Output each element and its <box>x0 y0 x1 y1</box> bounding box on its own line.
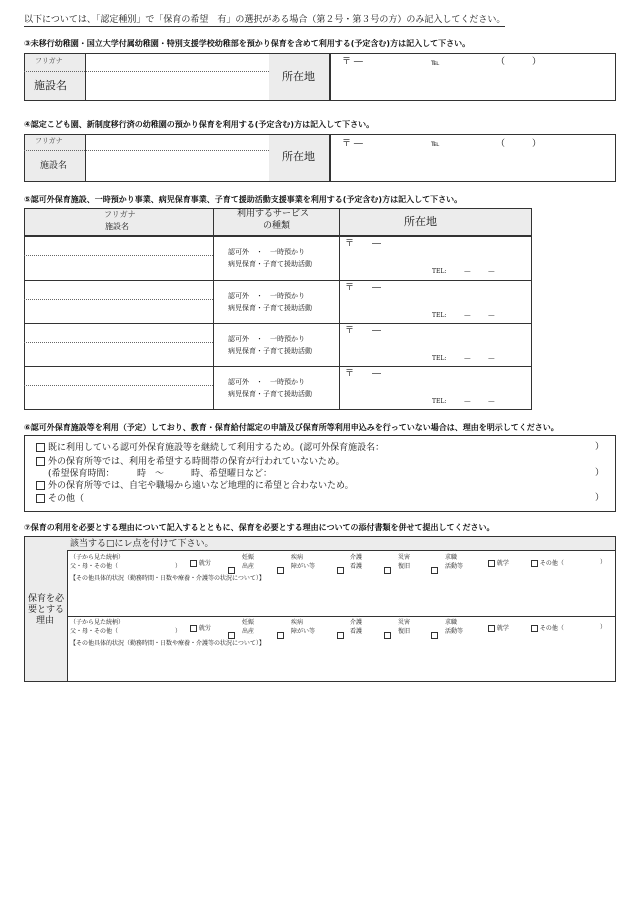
s7-b1-shippei-1: 疾病 <box>291 554 304 561</box>
s7-b1-kaigo-2: 看護 <box>350 563 363 570</box>
s6-option-5 <box>36 494 84 504</box>
s5-row2-service-1: 認可外 ・ 一時預かり <box>228 292 305 300</box>
s5-col1-furigana: フリガナ <box>104 210 136 219</box>
s5-col2-line1: 利用するサービス <box>237 209 310 219</box>
s7-b2-kaigo-checkbox[interactable] <box>337 625 344 644</box>
s7-b1-ninshin-2: 出産 <box>242 563 255 570</box>
s6-option-3-label: (希望保育時間： 時 ～ 時、希望曜日など： <box>48 469 273 479</box>
s7-b2-relation-1: （子から見た続柄） <box>70 619 125 626</box>
s7-b1-kyushoku-checkbox[interactable] <box>431 560 438 579</box>
s5-row3-name-input[interactable] <box>25 324 212 365</box>
s5-row4-tel: TEL: ― ― <box>432 398 495 405</box>
s6-option-1 <box>36 443 384 453</box>
s5-row1-service-1: 認可外 ・ 一時預かり <box>228 248 305 256</box>
s6-option-5-close: ） <box>595 493 605 503</box>
s6-option-4-checkbox[interactable] <box>36 481 45 490</box>
s7-b1-saigai-checkbox[interactable] <box>384 560 391 579</box>
s7-side-label-2: 要とする <box>28 605 65 615</box>
s7-b1-relation-2: 父・母・その他（ <box>70 563 119 570</box>
s4-furigana-label: フリガナ <box>35 137 63 145</box>
s7-b1-shugaku-checkbox[interactable] <box>488 560 495 567</box>
s7-side-label-1: 保育を必 <box>28 594 65 604</box>
s6-option-3 <box>36 469 272 479</box>
s7-b2-sonota-close: ） <box>600 624 607 631</box>
s7-b2-ninshin-2: 出産 <box>242 628 255 635</box>
s7-b1-shugaku-label: 就学 <box>496 560 509 567</box>
s5-row3-postal: 〒 ― <box>345 326 382 336</box>
s7-b1-kaigo-1: 介護 <box>350 554 363 561</box>
s5-col3-address: 所在地 <box>404 215 437 228</box>
s7-b2-kyushoku-1: 求職 <box>445 619 458 626</box>
s7-b2-situation-input[interactable] <box>70 651 614 680</box>
s7-b2-sonota-label: その他（ <box>539 625 564 632</box>
s7-b2-sonota <box>531 625 564 632</box>
s6-option-1-close: ） <box>595 442 605 452</box>
s7-b1-ninshin-1: 妊娠 <box>242 554 255 561</box>
s7-b1-kaigo-checkbox[interactable] <box>337 560 344 579</box>
s7-b2-shippei-checkbox[interactable] <box>277 625 284 644</box>
section6-title: ⑥認可外保育施設等を利用（予定）しており、教育・保育給付認定の申請及び保育所等利用申込みを行っていない場合は、理由を明示してください。 <box>24 423 559 432</box>
s3-tel-mark: ℡ <box>431 58 440 67</box>
s7-b2-kyushoku-checkbox[interactable] <box>431 625 438 644</box>
s7-b1-shippei-checkbox[interactable] <box>277 560 284 579</box>
s7-b1-saigai-1: 災害 <box>398 554 411 561</box>
s7-b1-sonota-label: その他（ <box>539 560 564 567</box>
s7-b1-relation-1: （子から見た続柄） <box>70 554 125 561</box>
s6-option-2-label: 外の保育所等では、利用を希望する時間帯の保育が行われていないため。 <box>48 457 345 467</box>
section5-title: ⑤認可外保育施設、一時預かり事業、病児保育事業、子育て援助活動支援事業を利用する(予定含む)方は記入して下さい。 <box>24 195 463 204</box>
section3-title: ③未移行幼稚園・国立大学付属幼稚園・特別支援学校幼稚部を預かり保育を含めて利用する(予定含む)方は記入して下さい。 <box>24 39 471 48</box>
s5-row4-postal: 〒 ― <box>345 369 382 379</box>
s4-name-label: 施設名 <box>40 161 68 171</box>
s5-row2-tel: TEL: ― ― <box>432 312 495 319</box>
s7-b2-shippei-1: 疾病 <box>291 619 304 626</box>
s6-option-3-close: ） <box>595 468 605 478</box>
s5-row3-service-2: 病児保育・子育て援助活動 <box>228 347 312 355</box>
s7-b1-situation-input[interactable] <box>70 586 614 614</box>
s7-b2-relation-close: ） <box>175 628 182 635</box>
s5-row4-service-2: 病児保育・子育て援助活動 <box>228 390 312 398</box>
s7-b2-kaigo-1: 介護 <box>350 619 363 626</box>
s6-option-4-label: 外の保育所等では、自宅や職場から遠いなど地理的に希望と合わないため。 <box>48 481 354 491</box>
s6-option-1-checkbox[interactable] <box>36 443 45 452</box>
s4-address-label: 所在地 <box>282 150 315 163</box>
s7-b2-saigai-checkbox[interactable] <box>384 625 391 644</box>
s7-b2-sonota-checkbox[interactable] <box>531 625 538 632</box>
s7-b2-shugaku-checkbox[interactable] <box>488 625 495 632</box>
s7-b1-shuro-checkbox[interactable] <box>190 560 197 567</box>
s7-side-label-3: 理由 <box>36 616 55 626</box>
s7-b2-saigai-2: 復旧 <box>398 628 411 635</box>
s7-b1-saigai-2: 復旧 <box>398 563 411 570</box>
s5-row2-service-2: 病児保育・子育て援助活動 <box>228 304 312 312</box>
s6-option-2-checkbox[interactable] <box>36 457 45 466</box>
s5-col2-line2: の種類 <box>263 221 291 231</box>
s7-b1-sonota-checkbox[interactable] <box>531 560 538 567</box>
s7-instruction: 該当する□にレ点を付けて下さい。 <box>70 539 214 549</box>
s7-b1-situation: 【その他具体的状況（勤務時間・日数や療養・介護等の状況について）】 <box>70 575 265 582</box>
s3-address-label: 所在地 <box>282 70 315 83</box>
section4-title: ④認定こども園、新制度移行済の幼稚園の預かり保育を利用する(予定含む)方は記入して下さい。 <box>24 120 375 129</box>
s7-b2-situation: 【その他具体的状況（勤務時間・日数や療養・介護等の状況について）】 <box>70 640 265 647</box>
s4-address-input[interactable] <box>331 135 615 181</box>
s3-name-label: 施設名 <box>34 79 67 92</box>
s7-b2-relation-2: 父・母・その他（ <box>70 628 119 635</box>
s5-row3-tel: TEL: ― ― <box>432 355 495 362</box>
s5-row1-name-input[interactable] <box>25 237 212 279</box>
s3-address-input[interactable] <box>331 54 615 100</box>
s3-postal-mark: 〒 ― <box>342 57 363 67</box>
s7-b2-shuro-label: 就労 <box>198 625 211 632</box>
s5-row1-service-2: 病児保育・子育て援助活動 <box>228 260 312 268</box>
s7-b1-shuro <box>190 560 211 567</box>
s3-furigana-label: フリガナ <box>35 57 63 65</box>
s4-tel-paren: （ ） <box>496 139 542 149</box>
s5-row4-name-input[interactable] <box>25 367 212 409</box>
s3-name-input[interactable] <box>86 72 268 100</box>
s7-b2-shippei-2: 障がい等 <box>291 628 316 635</box>
s7-b2-relation-input[interactable] <box>128 626 172 636</box>
s7-b1-sonota-close: ） <box>600 559 607 566</box>
s7-b2-shugaku <box>488 625 509 632</box>
s4-name-input[interactable] <box>86 151 268 181</box>
s5-row1-tel: TEL: ― ― <box>432 268 495 275</box>
s4-tel-mark: ℡ <box>431 139 440 148</box>
s7-b1-shugaku <box>488 560 509 567</box>
s6-option-4 <box>36 481 354 491</box>
s7-b1-relation-input[interactable] <box>128 561 172 571</box>
s5-col1-name: 施設名 <box>105 222 129 231</box>
s4-furigana-input[interactable] <box>86 135 268 149</box>
s5-row4-service-1: 認可外 ・ 一時預かり <box>228 378 305 386</box>
s6-option-1-label: 既に利用している認可外保育施設等を継続して利用するため。(認可外保育施設名： <box>48 443 385 453</box>
s7-b2-shugaku-label: 就学 <box>496 625 509 632</box>
s7-b2-kyushoku-2: 活動等 <box>445 628 464 635</box>
s7-b1-kyushoku-1: 求職 <box>445 554 458 561</box>
s7-b1-shippei-2: 障がい等 <box>291 563 316 570</box>
s7-b2-saigai-1: 災害 <box>398 619 411 626</box>
s7-b1-relation-close: ） <box>175 563 182 570</box>
s4-postal-mark: 〒 ― <box>342 139 363 149</box>
s6-option-5-label: その他（ <box>48 494 85 504</box>
section7-title: ⑦保育の利用を必要とする理由について記入するとともに、保育を必要とする理由についての添付書類を併せて提出してください。 <box>24 523 495 532</box>
s5-row1-postal: 〒 ― <box>345 239 382 249</box>
s7-b2-shuro-checkbox[interactable] <box>190 625 197 632</box>
s3-tel-paren: （ ） <box>496 57 542 67</box>
s7-b2-kaigo-2: 看護 <box>350 628 363 635</box>
s5-row3-service-1: 認可外 ・ 一時預かり <box>228 335 305 343</box>
s5-row2-name-input[interactable] <box>25 281 212 322</box>
s6-option-2 <box>36 457 345 467</box>
s6-option-5-checkbox[interactable] <box>36 494 45 503</box>
s7-b1-sonota <box>531 560 564 567</box>
s7-b2-shuro <box>190 625 211 632</box>
s3-furigana-input[interactable] <box>86 54 268 70</box>
s7-b1-shuro-label: 就労 <box>198 560 211 567</box>
intro-text: 以下については、「認定種別」で「保育の希望 有」の選択がある場合（第２号・第３号の方）のみ記入してください。 <box>24 15 506 25</box>
s5-row2-postal: 〒 ― <box>345 283 382 293</box>
s7-b2-ninshin-1: 妊娠 <box>242 619 255 626</box>
s7-b1-kyushoku-2: 活動等 <box>445 563 464 570</box>
